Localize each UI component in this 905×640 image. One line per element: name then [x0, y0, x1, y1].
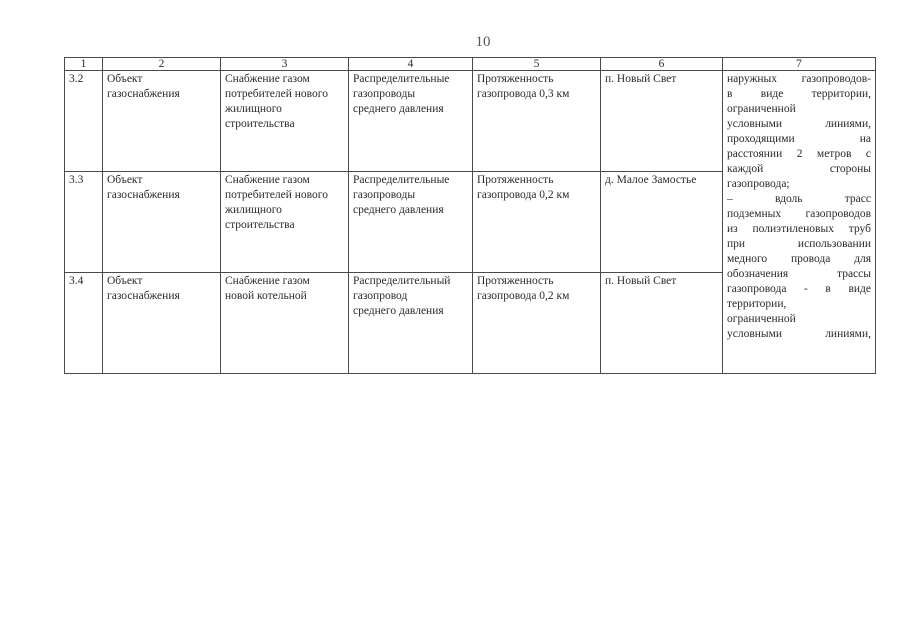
- cell-line: газопровода 0,2 км: [477, 189, 570, 201]
- restriction-zone-cell: [723, 71, 876, 374]
- header-row: [65, 58, 876, 71]
- cell-line: газопроводы: [353, 189, 416, 201]
- cell-line: наружных газопроводов-: [727, 73, 871, 85]
- cell-line: расстоянии 2 метров с: [727, 148, 871, 160]
- cell-line: Объект: [107, 174, 143, 186]
- column-header-4: 4: [349, 58, 473, 71]
- cell-line: условными линиями,: [727, 328, 871, 340]
- cell-line: Снабжение газом: [225, 275, 310, 287]
- cell-line: Распределительные: [353, 73, 450, 85]
- cell-line: Объект: [107, 275, 143, 287]
- cell-line: проходящими на: [727, 133, 871, 145]
- column-header-7: 7: [723, 58, 876, 71]
- cell-line: жилищного: [225, 204, 282, 216]
- purpose-cell: [221, 71, 349, 172]
- cell-line: в виде территории,: [727, 88, 871, 100]
- column-header-5: 5: [473, 58, 601, 71]
- cell-line: среднего давления: [353, 204, 444, 216]
- type-cell: [349, 172, 473, 273]
- cell-line: газопровод: [353, 290, 408, 302]
- cell-line: подземных газопроводов: [727, 208, 871, 220]
- cell-line: новой котельной: [225, 290, 307, 302]
- cell-line: Протяженность: [477, 73, 554, 85]
- length-cell: [473, 273, 601, 374]
- purpose-cell: [221, 172, 349, 273]
- type-cell: [349, 71, 473, 172]
- cell-line: жилищного: [225, 103, 282, 115]
- column-header-2: 2: [103, 58, 221, 71]
- row-number-cell: 3.3: [65, 172, 103, 273]
- object-cell: [103, 273, 221, 374]
- column-header-6: 6: [601, 58, 723, 71]
- cell-line: – вдоль трасс: [727, 193, 871, 205]
- cell-line: потребителей нового: [225, 189, 328, 201]
- cell-line: газоснабжения: [107, 189, 180, 201]
- cell-line: обозначения трассы: [727, 268, 871, 280]
- cell-line: каждой стороны: [727, 163, 871, 175]
- location-cell: д. Малое Замостье: [601, 172, 723, 273]
- cell-line: Снабжение газом: [225, 73, 310, 85]
- cell-line: Объект: [107, 73, 143, 85]
- length-cell: [473, 172, 601, 273]
- object-cell: [103, 172, 221, 273]
- cell-line: строительства: [225, 118, 295, 130]
- cell-line: медного провода для: [727, 253, 871, 265]
- cell-line: газоснабжения: [107, 88, 180, 100]
- cell-line: строительства: [225, 219, 295, 231]
- cell-line: среднего давления: [353, 305, 444, 317]
- location-cell: п. Новый Свет: [601, 273, 723, 374]
- cell-line: газоснабжения: [107, 290, 180, 302]
- cell-line: газопровода 0,3 км: [477, 88, 570, 100]
- row-number-cell: 3.2: [65, 71, 103, 172]
- cell-line: территории,: [727, 298, 787, 310]
- row-number-cell: 3.4: [65, 273, 103, 374]
- cell-line: ограниченной: [727, 313, 796, 325]
- cell-line: ограниченной: [727, 103, 796, 115]
- cell-line: Протяженность: [477, 275, 554, 287]
- page-number: 10: [475, 34, 491, 50]
- cell-line: Протяженность: [477, 174, 554, 186]
- document-table: [64, 57, 876, 374]
- cell-line: газопровода 0,2 км: [477, 290, 570, 302]
- location-cell: п. Новый Свет: [601, 71, 723, 172]
- purpose-cell: [221, 273, 349, 374]
- cell-line: условными линиями,: [727, 118, 871, 130]
- object-cell: [103, 71, 221, 172]
- table-row: [65, 71, 876, 172]
- cell-line: потребителей нового: [225, 88, 328, 100]
- cell-line: из полиэтиленовых труб: [727, 223, 871, 235]
- cell-line: газопровода - в виде: [727, 283, 871, 295]
- column-header-1: 1: [65, 58, 103, 71]
- cell-line: Распределительный: [353, 275, 451, 287]
- cell-line: газопровода;: [727, 178, 790, 190]
- column-header-3: 3: [221, 58, 349, 71]
- cell-line: Снабжение газом: [225, 174, 310, 186]
- cell-line: среднего давления: [353, 103, 444, 115]
- length-cell: [473, 71, 601, 172]
- type-cell: [349, 273, 473, 374]
- cell-line: Распределительные: [353, 174, 450, 186]
- cell-line: при использовании: [727, 238, 871, 250]
- cell-line: газопроводы: [353, 88, 416, 100]
